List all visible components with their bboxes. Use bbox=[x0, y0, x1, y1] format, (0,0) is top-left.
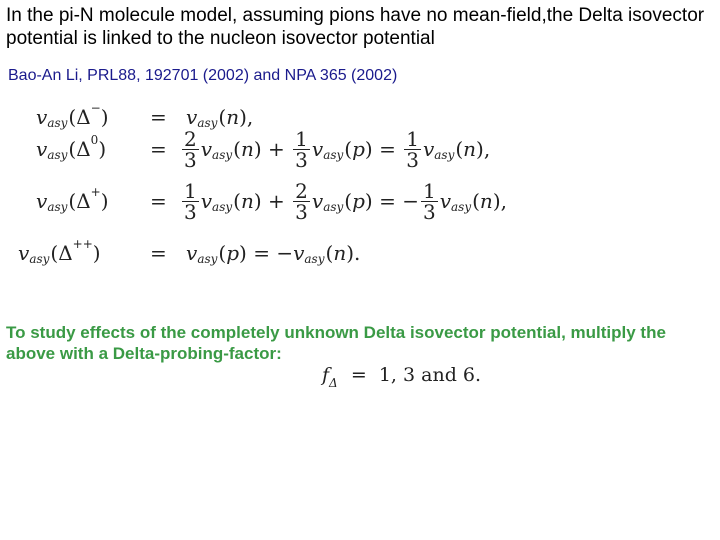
slide-heading: In the pi-N molecule model, assuming pions have no mean-field,the Delta isovector potential is linked to the nucleon isovector potential bbox=[6, 5, 705, 49]
rhs-delta-plusplus: v asy ( p ) = − v asy ( n ) . bbox=[186, 241, 361, 266]
lhs-delta-plusplus: v asy ( Δ ++ ) bbox=[18, 237, 101, 266]
rhs-delta-minus: v asy ( n ) , bbox=[186, 105, 254, 130]
equals-sign: = bbox=[150, 189, 167, 213]
lhs-delta-minus: v asy ( Δ − ) bbox=[36, 101, 109, 130]
delta-probing-factor: $f_\Delta = 1$, 3 and 6. bbox=[322, 364, 482, 390]
equals-sign: = bbox=[150, 241, 167, 265]
equals-sign: = bbox=[150, 137, 167, 161]
reference-citation: Bao-An Li, PRL88, 192701 (2002) and NPA 365 (2002) bbox=[8, 67, 398, 84]
equals-sign: = bbox=[150, 105, 167, 129]
rhs-delta-zero: $\frac{2}{3}$ v asy ( n ) + $\frac{1}{3}$ v asy ( p ) = $\frac{1}{3}$ v asy ( n ) , bbox=[184, 126, 491, 172]
lhs-delta-zero: v asy ( Δ 0 ) bbox=[36, 133, 107, 162]
rhs-delta-plus: $\frac{1}{3}$ v asy ( n ) + $\frac{2}{3}$ v asy ( p ) = − $\frac{1}{3}$ v asy ( n ) , bbox=[184, 178, 507, 224]
delta-probing-note: To study effects of the completely unknown Delta isovector potential, multiply the above with a Delta-probing-factor: bbox=[6, 323, 666, 363]
lhs-delta-plus: v asy ( Δ + ) bbox=[36, 185, 109, 214]
